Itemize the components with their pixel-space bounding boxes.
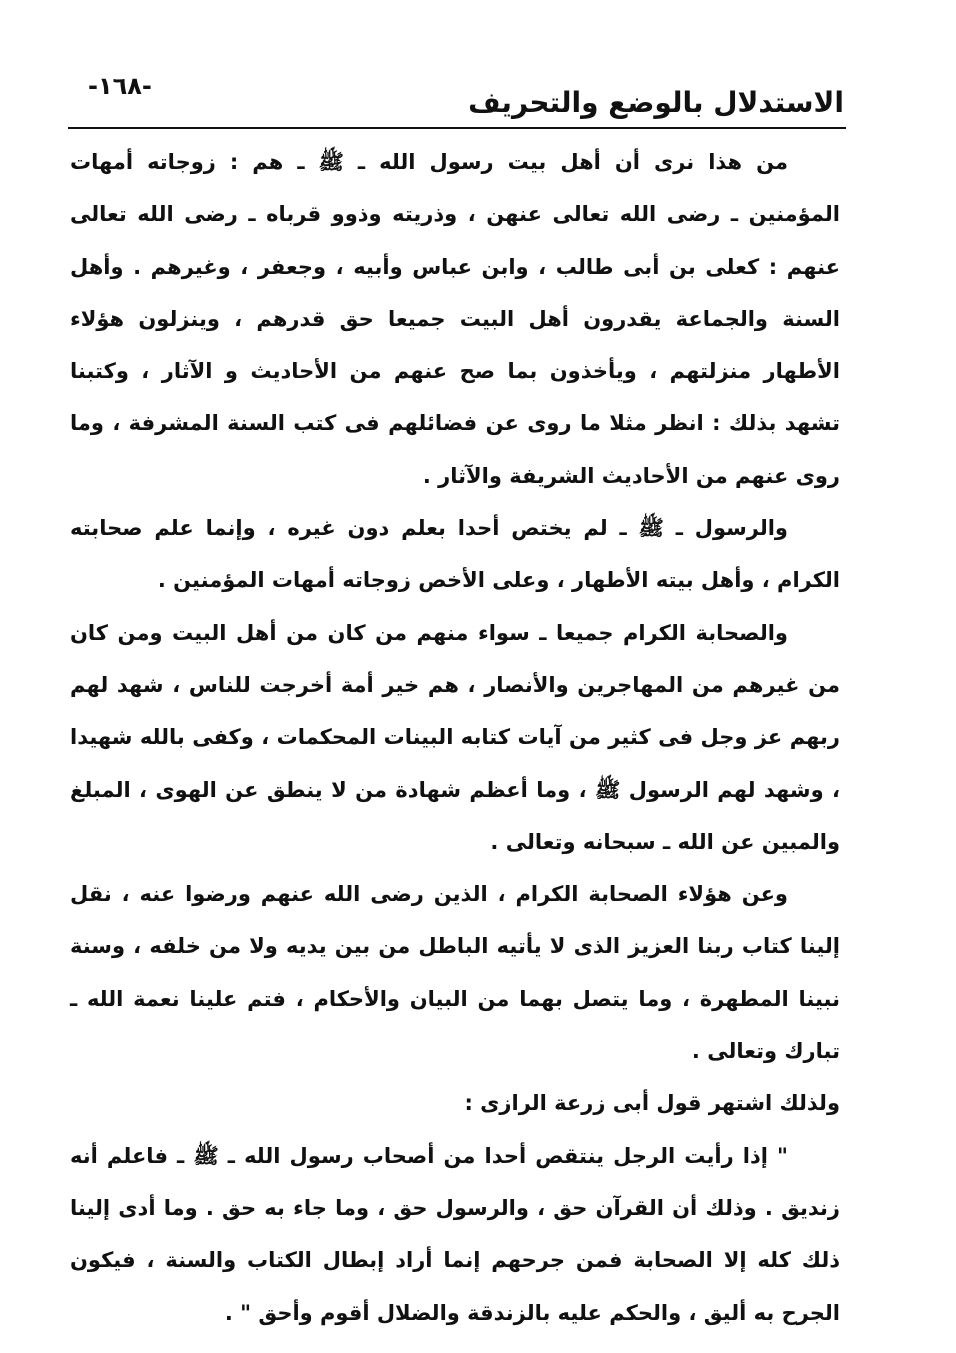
paragraph-transmission: وعن هؤلاء الصحابة الكرام ، الذين رضى الله عنهم ورضوا عنه ، نقل إلينا كتاب ربنا العزيز الذى لا يأتيه الباطل من بين يديه ولا من خلفه ، وسنة نبينا المطهرة ، وما يتصل بهما من البيان والأحكام ، فتم علينا نعمة الله ـ تبارك وتعالى .	[70, 882, 840, 1064]
paragraph-abu-zura-intro: ولذلك اشتهر قول أبى زرعة الرازى :	[464, 1091, 840, 1116]
running-header: الاستدلال بالوضع والتحريف	[468, 86, 844, 119]
header-rule	[68, 127, 846, 129]
paragraph-abu-zura-quote: " إذا رأيت الرجل ينتقص أحدا من أصحاب رسول الله ـ ﷺ ـ فاعلم أنه زنديق . وذلك أن القرآن حق ، والرسول حق ، وما جاء به حق . وما أدى إلينا ذلك كله إلا الصحابة فمن جرحهم إنما أراد إبطال الكتاب والسنة ، فيكون الجرح به أليق ، والحكم عليه بالزندقة والضلال أقوم وأحق " .	[70, 1143, 840, 1325]
page-number: -١٦٨-	[88, 72, 152, 100]
paragraph-companions: والصحابة الكرام جميعا ـ سواء منهم من كان من أهل البيت ومن كان من غيرهم من المهاجرين والأنصار ، هم خير أمة أخرجت للناس ، شهد لهم ربهم عز وجل فى كثير من آيات كتابه البينات المحكمات ، وكفى بالله شهيدا ، وشهد لهم الرسول ﷺ ، وما أعظم شهادة من لا ينطق عن الهوى ، المبلغ والمبين عن الله ـ سبحانه وتعالى .	[70, 620, 840, 854]
paragraph-ahl-al-bayt: من هذا نرى أن أهل بيت رسول الله ـ ﷺ ـ هم : زوجاته أمهات المؤمنين ـ رضى الله تعالى عنهن ، وذريته وذوو قرباه ـ رضى الله تعالى عنهم : كعلى بن أبى طالب ، وابن عباس وأبيه ، وجعفر ، وغيرهم . وأهل السنة والجماعة يقدرون أهل البيت جميعا حق قدرهم ، وينزلون هؤلاء الأطهار منزلتهم ، ويأخذون بما صح عنهم من الأحاديث و الآثار ، وكتبنا تشهد بذلك : انظر مثلا ما روى عن فضائلهم فى كتب السنة المشرفة ، وما روى عنهم من الأحاديث الشريفة والآثار .	[70, 150, 840, 488]
paragraph-prophet-knowledge: والرسول ـ ﷺ ـ لم يختص أحدا بعلم دون غيره ، وإنما علم صحابته الكرام ، وأهل بيته الأطهار ، وعلى الأخص زوجاته أمهات المؤمنين .	[70, 516, 840, 593]
body-text	[70, 136, 840, 1339]
